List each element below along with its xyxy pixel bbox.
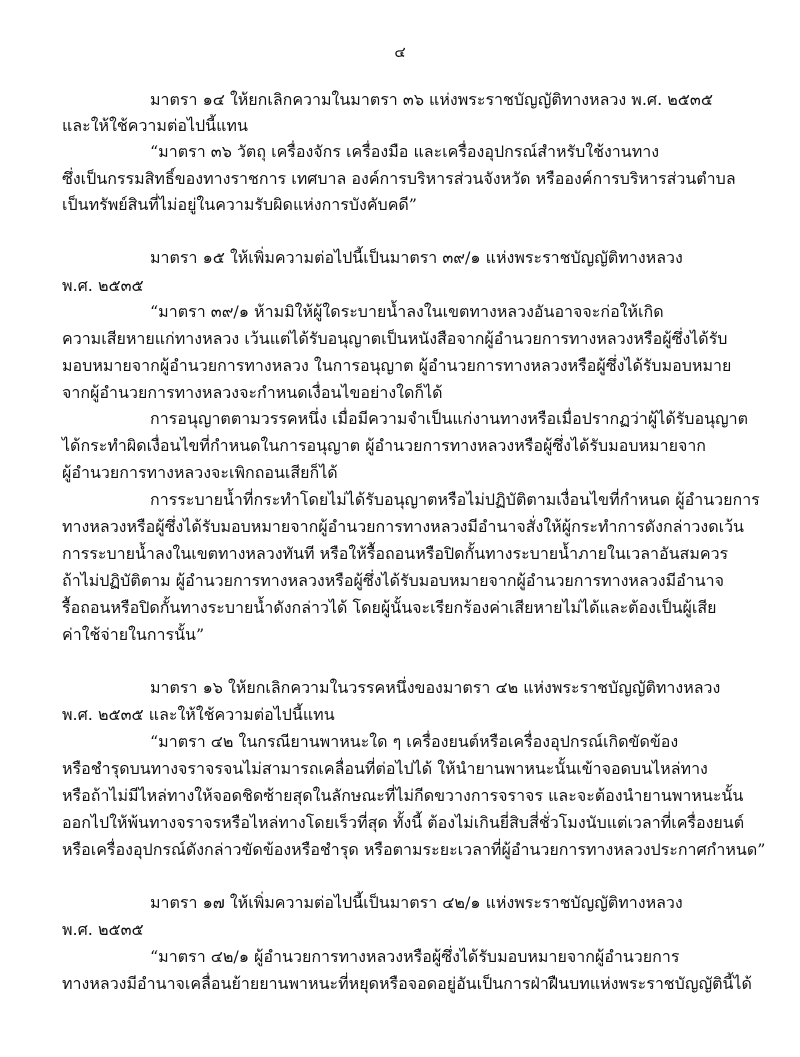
section-14-quote-line: “มาตรา ๓๖ วัตถุ เครื่องจักร เครื่องมือ และเครื่องอุปกรณ์สำหรับใช้งานทาง [150,142,660,161]
section-15-quote-line: ความเสียหายแก่ทางหลวง เว้นแต่ได้รับอนุญาตเป็นหนังสือจากผู้อำนวยการทางหลวงหรือผู้ซึ่งได้รับ [62,329,728,348]
section-16-quote-line: หรือเครื่องอุปกรณ์ดังกล่าวขัดข้องหรือชำรุด หรือตามระยะเวลาที่ผู้อำนวยการทางหลวงประกาศกำหนด” [62,840,766,859]
section-15-paragraph-line: ได้กระทำผิดเงื่อนไขที่กำหนดในการอนุญาต ผู้อำนวยการทางหลวงหรือผู้ซึ่งได้รับมอบหมายจาก [62,436,706,455]
section-15-heading-line: มาตรา ๑๕ ให้เพิ่มความต่อไปนี้เป็นมาตรา ๓๙/๑ แห่งพระราชบัญญัติทางหลวง [150,248,683,267]
section-17-heading-line: มาตรา ๑๗ ให้เพิ่มความต่อไปนี้เป็นมาตรา ๔๒/๑ แห่งพระราชบัญญัติทางหลวง [150,893,683,912]
section-17-line: พ.ศ. ๒๕๓๕ [62,920,144,939]
page-number: ๔ [394,43,406,61]
section-16-quote-line: ออกไปให้พ้นทางจราจรหรือไหล่ทางโดยเร็วที่สุด ทั้งนี้ ต้องไม่เกินยี่สิบสี่ชั่วโมงนับแต่เวลาที่เครื่องยนต์ [62,813,745,832]
section-17-quote-line: ทางหลวงมีอำนาจเคลื่อนย้ายยานพาหนะที่หยุดหรือจอดอยู่อันเป็นการฝ่าฝืนบทแห่งพระราชบัญญัตินี้ได้ [62,974,752,993]
section-14-quote-line: เป็นทรัพย์สินที่ไม่อยู่ในความรับผิดแห่งการบังคับคดี” [62,195,417,214]
section-15-paragraph-line: การระบายน้ำลงในเขตทางหลวงทันที หรือให้รื้อถอนหรือปิดกั้นทางระบายน้ำภายในเวลาอันสมควร [62,544,729,563]
section-16-quote-line: “มาตรา ๔๒ ในกรณียานพาหนะใด ๆ เครื่องยนต์หรือเครื่องอุปกรณ์เกิดขัดข้อง [150,732,679,751]
section-15-paragraph-line: ถ้าไม่ปฏิบัติตาม ผู้อำนวยการทางหลวงหรือผู้ซึ่งได้รับมอบหมายจากผู้อำนวยการทางหลวงมีอำนาจ [62,571,724,590]
section-15-quote-line: จากผู้อำนวยการทางหลวงจะกำหนดเงื่อนไขอย่างใดก็ได้ [62,383,443,402]
section-15-paragraph-line: การอนุญาตตามวรรคหนึ่ง เมื่อมีความจำเป็นแก่งานทางหรือเมื่อปรากฏว่าผู้ได้รับอนุญาต [150,409,749,428]
section-15-paragraph-line: รื้อถอนหรือปิดกั้นทางระบายน้ำดังกล่าวได้ โดยผู้นั้นจะเรียกร้องค่าเสียหายไม่ได้และต้องเป็นผู้เสีย [62,598,717,617]
section-17-quote-line: “มาตรา ๔๒/๑ ผู้อำนวยการทางหลวงหรือผู้ซึ่งได้รับมอบหมายจากผู้อำนวยการ [150,947,680,966]
section-16-line: พ.ศ. ๒๕๓๕ และให้ใช้ความต่อไปนี้แทน [62,705,335,724]
section-15-line: พ.ศ. ๒๕๓๕ [62,276,144,295]
section-16-quote-line: หรือถ้าไม่มีไหล่ทางให้จอดชิดซ้ายสุดในลักษณะที่ไม่กีดขวางการจราจร และจะต้องนำยานพาหนะนั้น [62,786,744,805]
section-16-quote-line: หรือชำรุดบนทางจราจรจนไม่สามารถเคลื่อนที่ต่อไปได้ ให้นำยานพาหนะนั้นเข้าจอดบนไหล่ทาง [62,759,708,778]
section-16-heading-line: มาตรา ๑๖ ให้ยกเลิกความในวรรคหนึ่งของมาตรา ๔๒ แห่งพระราชบัญญัติทางหลวง [150,678,721,697]
section-15-paragraph-line: การระบายน้ำที่กระทำโดยไม่ได้รับอนุญาตหรือไม่ปฏิบัติตามเงื่อนไขที่กำหนด ผู้อำนวยการ [150,490,760,509]
section-15-paragraph-line: ทางหลวงหรือผู้ซึ่งได้รับมอบหมายจากผู้อำนวยการทางหลวงมีอำนาจสั่งให้ผู้กระทำการดังกล่าวงดเว้น [62,517,744,536]
section-15-quote-line: “มาตรา ๓๙/๑ ห้ามมิให้ผู้ใดระบายน้ำลงในเขตทางหลวงอันอาจจะก่อให้เกิด [150,302,664,321]
section-14-line: และให้ใช้ความต่อไปนี้แทน [62,116,248,135]
section-14-heading-line: มาตรา ๑๔ ให้ยกเลิกความในมาตรา ๓๖ แห่งพระราชบัญญัติทางหลวง พ.ศ. ๒๕๓๕ [150,90,713,109]
section-15-quote-line: มอบหมายจากผู้อำนวยการทางหลวง ในการอนุญาต ผู้อำนวยการทางหลวงหรือผู้ซึ่งได้รับมอบหมาย [62,356,732,375]
section-14-quote-line: ซึ่งเป็นกรรมสิทธิ์ของทางราชการ เทศบาล องค์การบริหารส่วนจังหวัด หรือองค์การบริหารส่วนตำบล [62,169,736,188]
section-15-paragraph-line: ผู้อำนวยการทางหลวงจะเพิกถอนเสียก็ได้ [62,463,338,482]
section-15-paragraph-line: ค่าใช้จ่ายในการนั้น” [62,625,205,644]
